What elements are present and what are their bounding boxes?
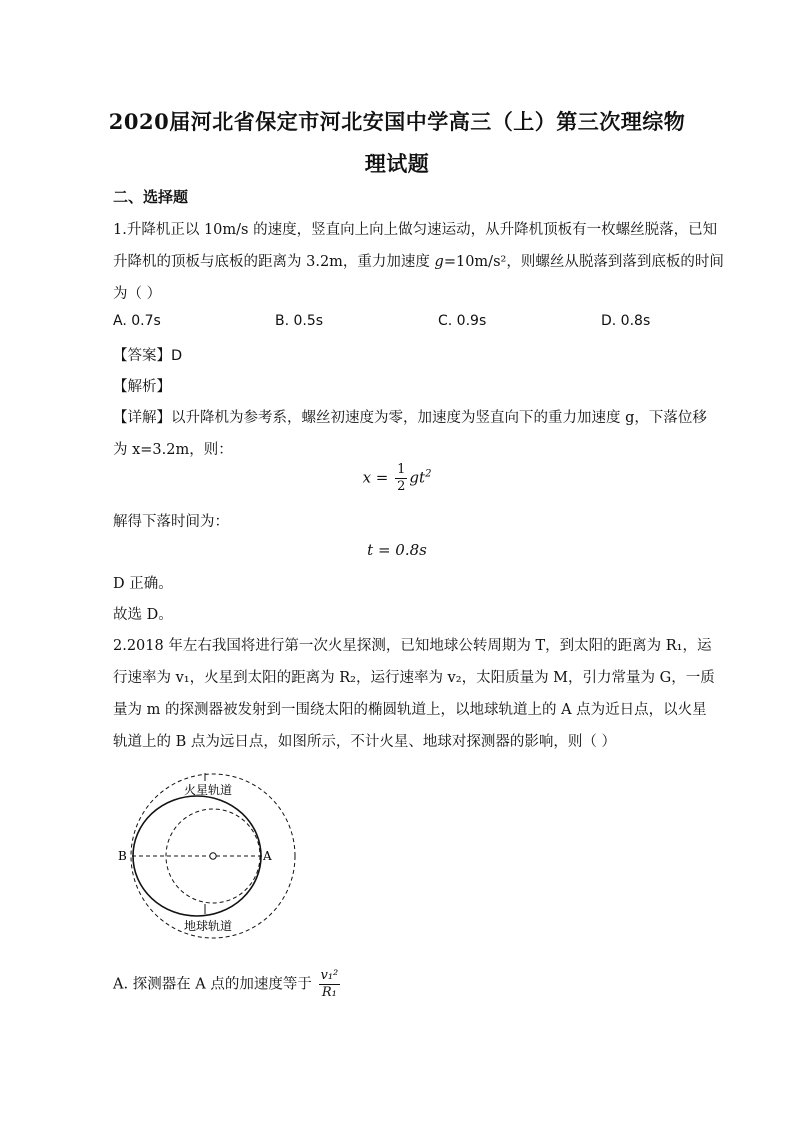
earth-orbit-label: 地球轨道 xyxy=(184,919,233,933)
section-heading: 二、选择题 xyxy=(113,188,189,206)
q2-text-line1: 2.2018 年左右我国将进行第一次火星探测，已知地球公转周期为 T，到太阳的距离为 R₁，运 xyxy=(113,638,712,654)
q1-option-d: D. 0.8s xyxy=(601,313,651,329)
fraction-one-half: $\frac{1}{2}$ xyxy=(397,462,406,494)
fraction-v1sq-over-r1: $\frac{\text{v₁²}}{\text{R₁}}$ xyxy=(320,968,339,1000)
q1-answer: 【答案】D xyxy=(113,348,183,364)
q1-option-a: A. 0.7s xyxy=(113,313,161,329)
q1-option-b: B. 0.5s xyxy=(275,313,324,329)
q2-text-line3: 量为 m 的探测器被发射到一围绕太阳的椭圆轨道上，以地球轨道上的 A 点为近日点，以火星 xyxy=(113,702,707,718)
document-title-line2: 理试题 xyxy=(364,151,430,176)
point-b-label: B xyxy=(118,849,127,863)
q1-formula-2: t = 0.8s xyxy=(367,541,427,559)
q1-detail-line2: 为 x=3.2m，则： xyxy=(113,442,233,458)
q2-text-line2: 行速率为 v₁，火星到太阳的距离为 R₂，运行速率为 v₂，太阳质量为 M，引力常量为 G，一质 xyxy=(113,670,715,686)
q1-text-line3: 为（ ） xyxy=(113,286,162,302)
orbit-diagram xyxy=(112,768,312,946)
q2-option-a: A. 探测器在 A 点的加速度等于 $\frac{\text{v₁²}}{\text{R₁}}$ xyxy=(113,968,339,1000)
q1-formula-1: x = $\frac{1}{2}$ $gt^2$ xyxy=(362,462,432,494)
q2-text-line4: 轨道上的 B 点为远日点，如图所示，不计火星、地球对探测器的影响，则（ ） xyxy=(113,734,616,750)
q1-conclusion-1: D 正确。 xyxy=(113,576,173,592)
q1-conclusion-2: 故选 D。 xyxy=(113,607,173,623)
q1-detail-line1: 【详解】以升降机为参考系，螺丝初速度为零，加速度为竖直向下的重力加速度 g，下落位移 xyxy=(113,410,707,426)
q1-analysis-tag: 【解析】 xyxy=(113,379,171,395)
q1-text-line1: 1.升降机正以 10m/s 的速度，竖直向上向上做匀速运动，从升降机顶板有一枚螺丝脱落，已知 xyxy=(113,222,718,238)
q1-options xyxy=(113,313,683,333)
sun-icon xyxy=(210,853,216,859)
q1-solve-text: 解得下落时间为： xyxy=(113,514,229,530)
q1-option-c: C. 0.9s xyxy=(438,313,487,329)
q1-text-line2: 升降机的顶板与底板的距离为 3.2m，重力加速度 g=10m/s²，则螺丝从脱落到落到底板的时间 xyxy=(113,254,724,270)
point-a-label: A xyxy=(263,849,272,863)
document-title-line1: 2020届河北省保定市河北安国中学高三（上）第三次理综物 xyxy=(108,109,686,134)
mars-orbit-label: 火星轨道 xyxy=(184,783,233,797)
